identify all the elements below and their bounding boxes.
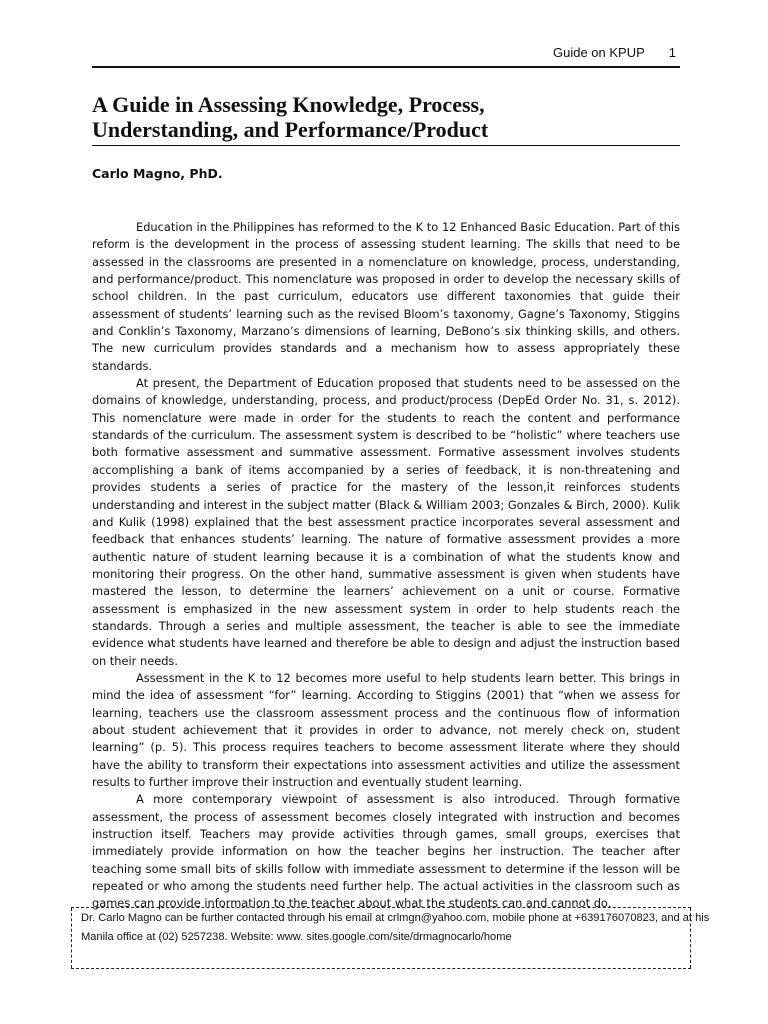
running-title: Guide on KPUP — [552, 45, 645, 60]
paragraph: Assessment in the K to 12 becomes more useful to help students learn better. This brings in mind the idea of assessment “for” learning. According to Stiggins (2001) that “when we assess for learning, teachers use the classroom assessment process and the continuous flow of information about student achievement that it provides in order to advance, not merely check on, student learning” (p. 5). This process requires teachers to become assessment literate where they should have the ability to transform their expectations into assessment activities and utilize the assessment results to further improve their instruction and eventually student learning. — [92, 670, 680, 789]
contact-footnote-box — [71, 907, 710, 969]
title-rule — [92, 145, 680, 146]
page-number: 1 — [668, 45, 676, 60]
footnote-line-1: Dr. Carlo Magno can be further contacted through his email at crlmgn@yahoo.com, mobile phone at +639176070823, and at his — [81, 912, 710, 924]
document-title — [92, 92, 692, 142]
title-line-1: A Guide in Assessing Knowledge, Process, — [92, 92, 485, 117]
paragraph: Education in the Philippines has reformed to the K to 12 Enhanced Basic Education. Part of this reform is the development in the process of assessing student learning. The skills that need to be assessed in the classrooms are presented in a nomenclature on knowledge, process, understanding, and performance/product. This nomenclature was proposed in order to develop the necessary skills of school children. In the past curriculum, educators use different taxonomies that guide their assessment of students’ learning such as the revised Bloom’s taxonomy, Gagne’s Taxonomy, Stiggins and Conklin’s Taxonomy, Marzano’s dimensions of learning, DeBono’s six thinking skills, and others. The new curriculum provides standards and a mechanism how to assess appropriately these standards. — [92, 220, 680, 373]
paragraph: At present, the Department of Education proposed that students need to be assessed on the domains of knowledge, understanding, process, and product/process (DepEd Order No. 31, s. 2012). This nomenclature were made in order for the students to reach the content and performance standards of the curriculum. The assessment system is described to be “holistic” where teachers use both formative assessment and summative assessment. Formative assessment involves students accomplishing a bank of items accompanied by a series of feedback, it is non-threatening and provides students a series of practice for the mastery of the lesson,it reinforces students understanding and interest in the subject matter (Black & William 2003; Gonzales & Birch, 2000). Kulik and Kulik (1998) explained that the best assessment practice incorporates several assessment and feedback that enhances students’ learning. The nature of formative assessment provides a more authentic nature of student learning because it is a combination of what the students know and monitoring their progress. On the other hand, summative assessment is given when students have mastered the lesson, to determine the learners’ achievement on a unit or course. Formative assessment is emphasized in the new assessment system in order to help students reach the standards. Through a series and multiple assessment, the teacher is able to see the immediate evidence what students have learned and therefore be able to design and adjust the instruction based on their needs. — [92, 376, 680, 668]
title-line-2: Understanding, and Performance/Product — [92, 117, 489, 142]
footnote-border-left — [71, 908, 72, 968]
running-header — [553, 45, 676, 60]
header-rule — [92, 66, 680, 68]
author-name: Carlo Magno, PhD. — [92, 166, 223, 181]
paragraph: A more contemporary viewpoint of assessment is also introduced. Through formative assessment, the process of assessment becomes closely integrated with instruction and becomes instruction itself. Teachers may provide activities through games, small groups, exercises that immediately provide information on how the teacher begins her instruction. The teacher after teaching some small bits of skills follow with immediate assessment to determine if the lesson will be repeated or who among the students need further help. The actual activities in the classroom such as games can provide information to the teacher about what the students can and cannot do. — [92, 792, 680, 911]
body-text — [92, 219, 680, 913]
footnote-line-2: Manila office at (02) 5257238. Website: www. sites.google.com/site/drmagnocarlo/home — [81, 931, 512, 943]
